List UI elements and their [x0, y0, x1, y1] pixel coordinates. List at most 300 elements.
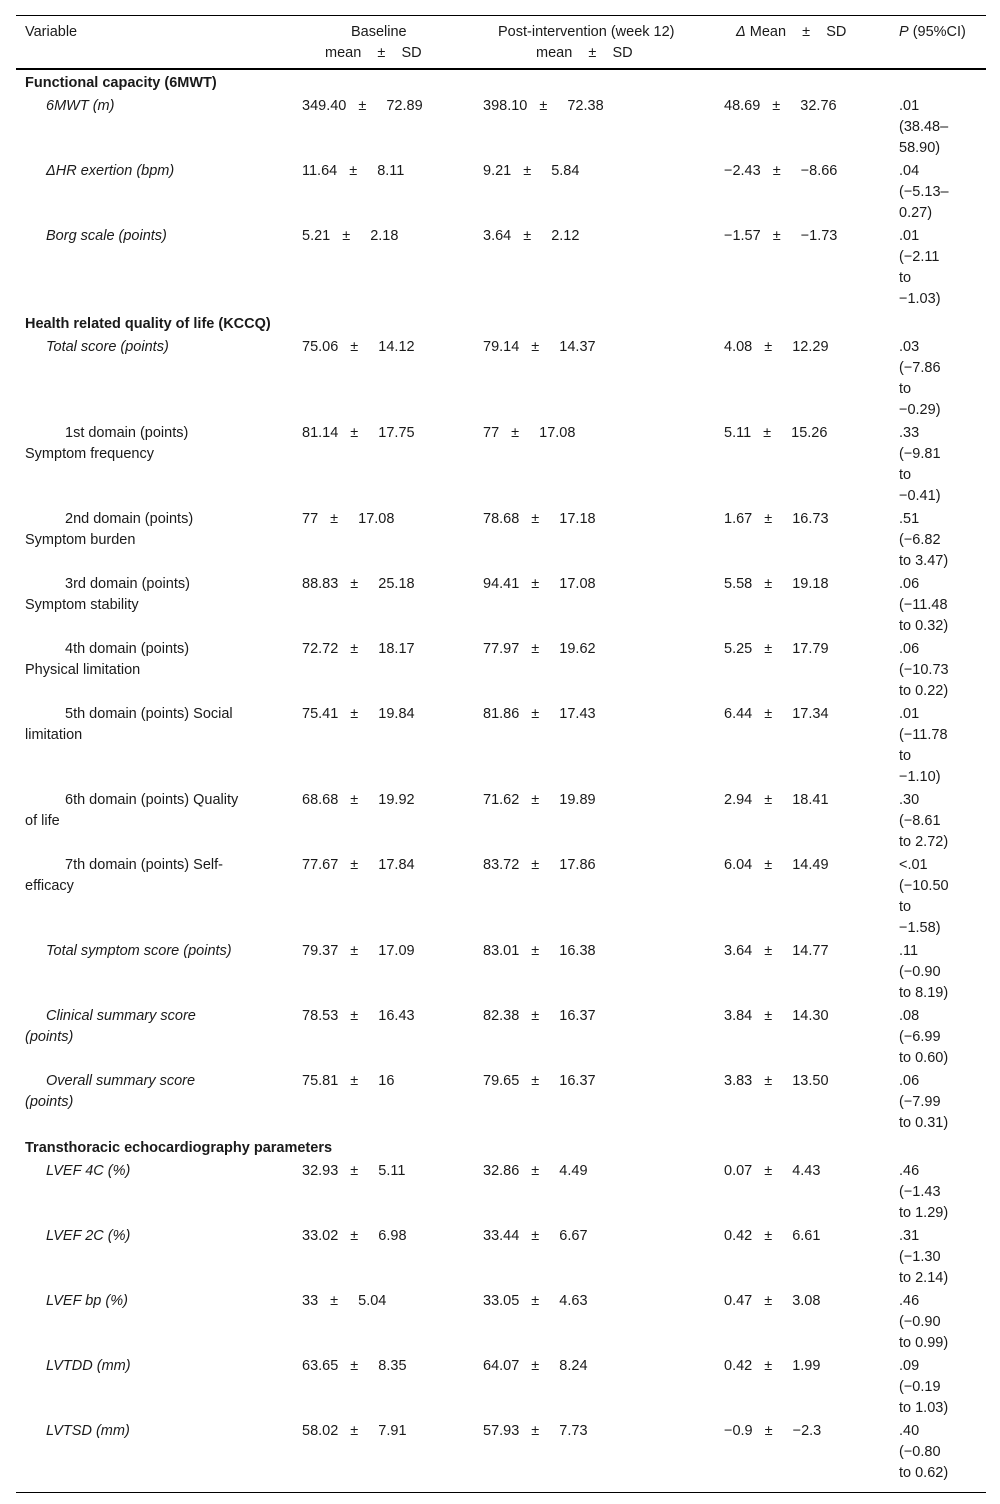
baseline-mean: 58.02: [302, 1423, 339, 1439]
p-value: [899, 96, 979, 159]
post-pm: ±: [531, 1008, 540, 1024]
delta-pm: ±: [764, 641, 773, 657]
delta-pm: ±: [772, 228, 781, 244]
post-sd: 16.37: [559, 1008, 596, 1024]
p-value-line: .31: [899, 1228, 920, 1244]
post-sd: 2.12: [551, 228, 580, 244]
delta-sd: 16.73: [792, 511, 829, 527]
p-value-line: −1.58): [899, 920, 941, 936]
p-value: [899, 161, 979, 224]
table-row: [16, 574, 986, 637]
post-pm: ±: [539, 98, 548, 114]
p-value: [899, 1006, 979, 1069]
row-label: LVEF 2C (%): [46, 1228, 131, 1244]
row-label-line2: (points): [25, 1029, 74, 1045]
p-value-line: to 8.19): [899, 985, 949, 1001]
post-sd: 14.37: [559, 339, 596, 355]
p-value-line: (−1.43: [899, 1184, 941, 1200]
header-post: Post-intervention (week 12): [498, 24, 675, 40]
post-mean: 83.01: [483, 943, 520, 959]
p-value-line: to 2.14): [899, 1270, 949, 1286]
baseline-pm: ±: [350, 1358, 359, 1374]
post-mean: 78.68: [483, 511, 520, 527]
row-label: Borg scale (points): [46, 228, 167, 244]
p-value: [899, 574, 979, 637]
delta-mean: −2.43: [724, 163, 761, 179]
post-pm: ±: [531, 943, 540, 959]
row-label: Total symptom score (points): [46, 943, 232, 959]
baseline-mean: 88.83: [302, 576, 339, 592]
delta-sd: −2.3: [792, 1423, 822, 1439]
row-label-line1: 3rd domain (points): [65, 576, 190, 592]
baseline-sd: 19.84: [378, 706, 415, 722]
baseline-sd: 5.11: [378, 1163, 406, 1179]
baseline-mean: 5.21: [302, 228, 331, 244]
row-label-line1: Overall summary score: [46, 1073, 196, 1089]
p-value: [899, 1071, 979, 1134]
p-value-line: to 0.32): [899, 618, 949, 634]
post-mean: 33.44: [483, 1228, 520, 1244]
p-value: [899, 1421, 979, 1484]
p-value-line: .04: [899, 163, 920, 179]
table-row: [16, 1291, 986, 1354]
baseline-mean: 33.02: [302, 1228, 339, 1244]
delta-pm: ±: [772, 163, 781, 179]
p-value: [899, 639, 979, 702]
row-label: 6MWT (m): [46, 98, 115, 114]
section-title: Health related quality of life (KCCQ): [25, 316, 271, 332]
baseline-sd: 6.98: [378, 1228, 407, 1244]
delta-mean: 48.69: [724, 98, 761, 114]
p-value-line: (−0.80: [899, 1444, 941, 1460]
row-label: [25, 790, 287, 832]
p-value-line: to 1.03): [899, 1400, 949, 1416]
delta-sd: 1.99: [792, 1358, 821, 1374]
post-pm: ±: [531, 857, 540, 873]
p-value-line: .06: [899, 1073, 920, 1089]
row-label-line1: 4th domain (points): [65, 641, 190, 657]
delta-sd: −1.73: [800, 228, 838, 244]
delta-mean: 0.47: [724, 1293, 753, 1309]
table-row: [16, 855, 986, 939]
p-value-line: to: [899, 899, 912, 915]
p-value-line: (−9.81: [899, 446, 941, 462]
row-label-line1: Clinical summary score: [46, 1008, 196, 1024]
table-body: [16, 73, 986, 1484]
p-value-line: (−0.19: [899, 1379, 941, 1395]
p-value-line: to 2.72): [899, 834, 949, 850]
delta-pm: ±: [764, 1293, 773, 1309]
baseline-mean: 63.65: [302, 1358, 339, 1374]
row-label: Total score (points): [46, 339, 169, 355]
p-value-line: .46: [899, 1293, 920, 1309]
p-value-line: (−6.82: [899, 532, 941, 548]
table-row: [16, 639, 986, 702]
p-value: [899, 1356, 979, 1419]
baseline-sd: 17.84: [378, 857, 415, 873]
baseline-sd: 16.43: [378, 1008, 415, 1024]
row-label: LVEF 4C (%): [46, 1163, 131, 1179]
baseline-mean: 32.93: [302, 1163, 339, 1179]
baseline-mean: 77: [302, 511, 319, 527]
post-mean: 77.97: [483, 641, 520, 657]
table-row: [16, 161, 986, 224]
delta-mean: 3.64: [724, 943, 753, 959]
delta-sd: 14.49: [792, 857, 829, 873]
delta-mean: 6.44: [724, 706, 753, 722]
baseline-pm: ±: [350, 792, 359, 808]
row-label: [25, 639, 287, 681]
baseline-sd: 8.35: [378, 1358, 407, 1374]
row-label: [25, 423, 287, 465]
section-title: Transthoracic echocardiography parameters: [25, 1140, 333, 1156]
delta-mean: 3.84: [724, 1008, 753, 1024]
p-value-line: .30: [899, 792, 920, 808]
post-mean: 33.05: [483, 1293, 520, 1309]
baseline-pm: ±: [350, 576, 359, 592]
section-title: Functional capacity (6MWT): [25, 75, 217, 91]
baseline-pm: ±: [350, 857, 359, 873]
post-mean: 79.14: [483, 339, 520, 355]
post-pm: ±: [531, 576, 540, 592]
p-value-line: .03: [899, 339, 920, 355]
post-pm: ±: [511, 425, 520, 441]
post-mean: 81.86: [483, 706, 520, 722]
baseline-pm: ±: [350, 425, 359, 441]
row-label-line1: 2nd domain (points): [65, 511, 194, 527]
delta-sd: 17.79: [792, 641, 829, 657]
baseline-pm: ±: [330, 511, 339, 527]
results-table: [16, 15, 986, 1493]
delta-mean: 4.08: [724, 339, 753, 355]
delta-mean: 5.11: [724, 425, 752, 441]
delta-pm: ±: [764, 857, 773, 873]
post-pm: ±: [523, 163, 532, 179]
baseline-sd: 25.18: [378, 576, 415, 592]
row-label-line1: 5th domain (points) Social: [65, 706, 233, 722]
post-sd: 6.67: [559, 1228, 588, 1244]
delta-sd: 3.08: [792, 1293, 821, 1309]
delta-sd: 32.76: [800, 98, 837, 114]
delta-sd: 17.34: [792, 706, 829, 722]
post-sd: 17.86: [559, 857, 596, 873]
post-pm: ±: [531, 1073, 540, 1089]
delta-pm: ±: [764, 1073, 773, 1089]
p-value-line: to 1.29): [899, 1205, 949, 1221]
delta-sd: 18.41: [792, 792, 829, 808]
baseline-pm: ±: [350, 1163, 359, 1179]
row-label: [25, 1071, 287, 1113]
p-value-line: (−0.90: [899, 1314, 941, 1330]
p-value-line: −1.03): [899, 291, 941, 307]
delta-sd: 14.77: [792, 943, 829, 959]
table-row: [16, 704, 986, 788]
p-value-line: .01: [899, 228, 920, 244]
baseline-sd: 16: [378, 1073, 395, 1089]
delta-sd: 15.26: [791, 425, 828, 441]
delta-pm: ±: [764, 576, 773, 592]
row-label: [25, 509, 287, 551]
p-value-line: (−0.90: [899, 964, 941, 980]
delta-sd: −8.66: [800, 163, 838, 179]
p-value-line: −0.41): [899, 488, 941, 504]
post-sd: 19.89: [559, 792, 596, 808]
row-label-line2: of life: [25, 813, 60, 829]
post-sd: 72.38: [567, 98, 604, 114]
p-value-line: .01: [899, 706, 920, 722]
baseline-mean: 75.41: [302, 706, 339, 722]
delta-sd: 19.18: [792, 576, 829, 592]
p-value-line: .06: [899, 576, 920, 592]
baseline-mean: 72.72: [302, 641, 339, 657]
row-label: LVTSD (mm): [46, 1423, 130, 1439]
delta-mean: 3.83: [724, 1073, 753, 1089]
delta-mean: 0.42: [724, 1228, 753, 1244]
post-sd: 7.73: [559, 1423, 588, 1439]
table-row: [16, 1071, 986, 1134]
delta-pm: ±: [764, 792, 773, 808]
post-sd: 17.08: [559, 576, 596, 592]
delta-pm: ±: [764, 1358, 773, 1374]
baseline-mean: 77.67: [302, 857, 339, 873]
header-baseline: Baseline: [351, 24, 407, 40]
row-label-line2: (points): [25, 1094, 74, 1110]
p-value-line: .06: [899, 641, 920, 657]
baseline-mean: 11.64: [302, 163, 338, 179]
baseline-sd: 72.89: [386, 98, 423, 114]
delta-mean: 0.42: [724, 1358, 753, 1374]
delta-pm: ±: [764, 1008, 773, 1024]
delta-pm: ±: [764, 1228, 773, 1244]
delta-sd: 4.43: [792, 1163, 821, 1179]
table-row: [16, 226, 986, 310]
baseline-mean: 75.06: [302, 339, 339, 355]
delta-pm: ±: [764, 706, 773, 722]
p-value: [899, 337, 979, 421]
p-value-line: to 0.62): [899, 1465, 949, 1481]
baseline-mean: 81.14: [302, 425, 339, 441]
p-value-line: .33: [899, 425, 920, 441]
baseline-pm: ±: [330, 1293, 339, 1309]
row-label: LVTDD (mm): [46, 1358, 131, 1374]
p-value: [899, 226, 979, 310]
post-sd: 16.38: [559, 943, 596, 959]
post-mean: 82.38: [483, 1008, 520, 1024]
row-label-line2: Symptom frequency: [25, 446, 154, 462]
delta-pm: ±: [764, 511, 773, 527]
table-row: [16, 423, 986, 507]
delta-pm: ±: [763, 425, 772, 441]
p-value-line: (38.48–: [899, 119, 949, 135]
post-sd: 16.37: [559, 1073, 596, 1089]
p-value: [899, 1226, 979, 1289]
delta-mean: −0.9: [724, 1423, 753, 1439]
row-label: [25, 855, 287, 897]
p-value-line: .09: [899, 1358, 920, 1374]
delta-mean: 1.67: [724, 511, 753, 527]
baseline-sd: 7.91: [378, 1423, 407, 1439]
baseline-pm: ±: [358, 98, 367, 114]
post-sd: 4.63: [559, 1293, 588, 1309]
p-value-line: (−11.48: [899, 597, 948, 613]
delta-mean: −1.57: [724, 228, 761, 244]
p-value-line: to 0.31): [899, 1115, 949, 1131]
p-value-line: −1.10): [899, 769, 941, 785]
p-value-line: .01: [899, 98, 920, 114]
post-sd: 8.24: [559, 1358, 588, 1374]
post-mean: 57.93: [483, 1423, 520, 1439]
baseline-mean: 79.37: [302, 943, 339, 959]
table-row: [16, 509, 986, 572]
baseline-pm: ±: [350, 641, 359, 657]
post-mean: 32.86: [483, 1163, 520, 1179]
p-value-line: 0.27): [899, 205, 933, 221]
header-rule: [16, 68, 986, 70]
p-value-line: (−7.86: [899, 360, 941, 376]
p-value-line: .11: [899, 943, 919, 959]
p-value-line: (−10.50: [899, 878, 949, 894]
baseline-pm: ±: [350, 1008, 359, 1024]
table-row: [16, 337, 986, 421]
table-row: [16, 1421, 986, 1484]
delta-mean: 0.07: [724, 1163, 753, 1179]
baseline-sd: 17.75: [378, 425, 415, 441]
p-value: [899, 509, 979, 572]
row-label-line2: limitation: [25, 727, 83, 743]
row-label: [25, 574, 287, 616]
p-value: [899, 423, 979, 507]
delta-mean: 6.04: [724, 857, 753, 873]
p-value-line: .40: [899, 1423, 920, 1439]
baseline-mean: 68.68: [302, 792, 339, 808]
post-mean: 64.07: [483, 1358, 520, 1374]
post-sd: 19.62: [559, 641, 596, 657]
baseline-mean: 75.81: [302, 1073, 339, 1089]
delta-mean: 5.58: [724, 576, 753, 592]
post-sd: 17.08: [539, 425, 576, 441]
post-pm: ±: [531, 339, 540, 355]
p-value-line: (−6.99: [899, 1029, 941, 1045]
row-label-line2: Symptom burden: [25, 532, 136, 548]
baseline-pm: ±: [350, 1228, 359, 1244]
post-mean: 3.64: [483, 228, 512, 244]
delta-mean: 2.94: [724, 792, 753, 808]
p-value-line: <.01: [899, 857, 928, 873]
post-pm: ±: [531, 1228, 540, 1244]
post-mean: 71.62: [483, 792, 520, 808]
header-variable: Variable: [25, 24, 78, 40]
row-label: [25, 1006, 287, 1048]
p-value-line: 58.90): [899, 140, 941, 156]
p-value: [899, 1291, 979, 1354]
p-value-line: to 0.99): [899, 1335, 949, 1351]
p-value-line: .08: [899, 1008, 920, 1024]
p-value-line: to 3.47): [899, 553, 949, 569]
post-mean: 9.21: [483, 163, 512, 179]
baseline-pm: ±: [342, 228, 351, 244]
post-sd: 17.18: [559, 511, 596, 527]
table-row: [16, 1226, 986, 1289]
post-pm: ±: [531, 1293, 540, 1309]
table-row: [16, 1006, 986, 1069]
p-value-line: (−2.11: [899, 249, 940, 265]
post-sd: 17.43: [559, 706, 596, 722]
post-pm: ±: [531, 792, 540, 808]
bottom-rule: [16, 1492, 986, 1493]
p-value-line: (−8.61: [899, 813, 941, 829]
p-value: [899, 1161, 979, 1224]
row-label-line1: 7th domain (points) Self-: [65, 857, 223, 873]
delta-sd: 14.30: [792, 1008, 829, 1024]
table-row: [16, 1161, 986, 1224]
p-value: [899, 790, 979, 853]
row-label: ΔHR exertion (bpm): [46, 163, 175, 179]
post-sd: 4.49: [559, 1163, 588, 1179]
header-delta: Δ Mean ± SD: [736, 24, 847, 40]
p-value-line: (−11.78: [899, 727, 948, 743]
table-row: [16, 941, 986, 1004]
p-value: [899, 941, 979, 1004]
row-label: [25, 704, 287, 746]
post-mean: 94.41: [483, 576, 520, 592]
row-label: LVEF bp (%): [46, 1293, 128, 1309]
post-mean: 79.65: [483, 1073, 520, 1089]
baseline-pm: ±: [349, 163, 358, 179]
baseline-sd: 5.04: [358, 1293, 387, 1309]
baseline-pm: ±: [350, 1073, 359, 1089]
p-value-line: to 0.22): [899, 683, 949, 699]
baseline-sd: 19.92: [378, 792, 415, 808]
baseline-pm: ±: [350, 706, 359, 722]
table-row: [16, 790, 986, 853]
row-label-line2: efficacy: [25, 878, 74, 894]
delta-pm: ±: [764, 1163, 773, 1179]
baseline-mean: 33: [302, 1293, 319, 1309]
post-pm: ±: [531, 1163, 540, 1179]
baseline-sd: 8.11: [377, 163, 405, 179]
post-pm: ±: [531, 706, 540, 722]
p-value-line: (−1.30: [899, 1249, 941, 1265]
post-mean: 83.72: [483, 857, 520, 873]
post-mean: 398.10: [483, 98, 528, 114]
baseline-sd: 2.18: [370, 228, 399, 244]
header-post-sub: mean ± SD: [536, 45, 633, 61]
post-sd: 5.84: [551, 163, 580, 179]
row-label-line2: Physical limitation: [25, 662, 141, 678]
post-pm: ±: [531, 641, 540, 657]
delta-sd: 12.29: [792, 339, 829, 355]
table-header: [16, 16, 986, 68]
delta-sd: 6.61: [792, 1228, 821, 1244]
p-value: [899, 704, 979, 788]
baseline-sd: 18.17: [378, 641, 415, 657]
p-value-line: to 0.60): [899, 1050, 949, 1066]
p-value-line: −0.29): [899, 402, 941, 418]
post-pm: ±: [523, 228, 532, 244]
post-pm: ±: [531, 1423, 540, 1439]
baseline-mean: 349.40: [302, 98, 347, 114]
p-value-line: to: [899, 270, 912, 286]
baseline-sd: 14.12: [378, 339, 415, 355]
delta-pm: ±: [772, 98, 781, 114]
delta-sd: 13.50: [792, 1073, 829, 1089]
baseline-mean: 78.53: [302, 1008, 339, 1024]
post-pm: ±: [531, 1358, 540, 1374]
post-mean: 77: [483, 425, 500, 441]
post-pm: ±: [531, 511, 540, 527]
delta-mean: 5.25: [724, 641, 753, 657]
header-p: P (95%CI): [899, 24, 966, 40]
